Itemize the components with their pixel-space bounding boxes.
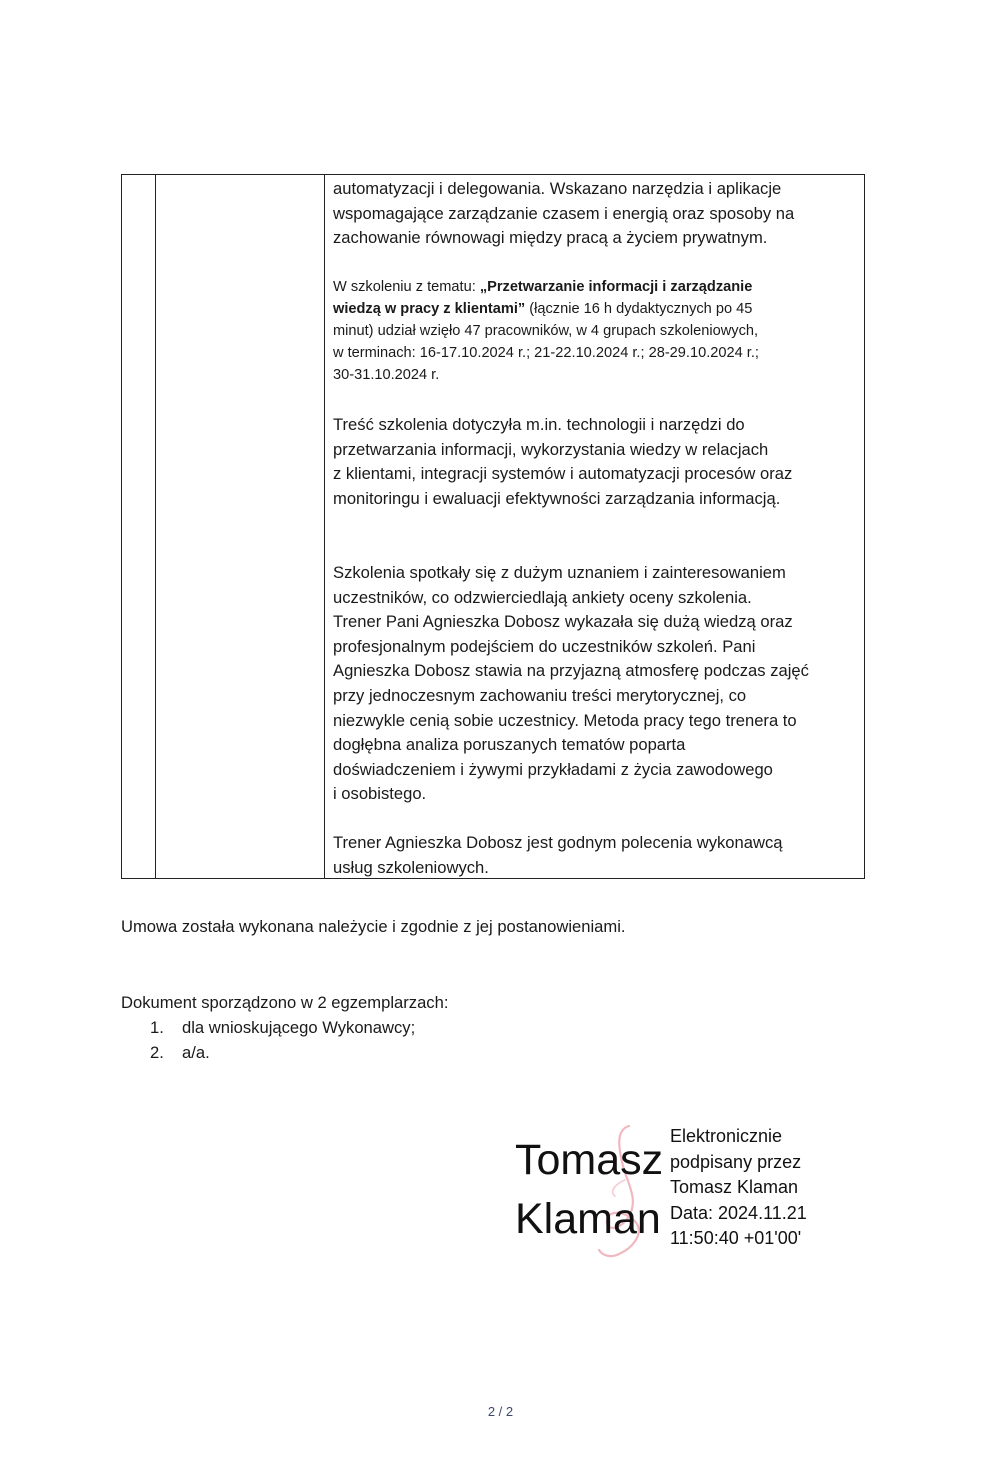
paragraph-training-info: [333, 276, 759, 386]
training-title-part1: „Przetwarzanie informacji i zarządzanie: [479, 279, 753, 295]
list-text: a/a.: [182, 1042, 210, 1062]
text-line: 30-31.10.2024 r.: [333, 367, 440, 383]
text-line: wspomagające zarządzanie czasem i energią oraz sposoby na: [333, 203, 795, 223]
text-line: Trener Pani Agnieszka Dobosz wykazała się dużą wiedzą oraz: [333, 612, 793, 632]
text-line: i osobistego.: [333, 784, 427, 804]
signature-time: 11:50:40 +01'00': [670, 1228, 802, 1248]
signature-detail-line: Elektronicznie: [670, 1126, 783, 1146]
report-table: [121, 174, 865, 879]
signature-date: Data: 2024.11.21: [670, 1202, 807, 1223]
list-number: 2.: [150, 1042, 164, 1062]
list-number: 1.: [150, 1018, 164, 1037]
signature-details: [670, 1124, 807, 1252]
training-hours: (łącznie 16 h dydaktycznych po 45: [525, 301, 753, 317]
text-line: minut) udział wzięło 47 pracowników, w 4 grupach szkoleniowych,: [333, 323, 759, 339]
paragraph-training-content: [333, 413, 792, 511]
text-line: automatyzacji i delegowania. Wskazano narzędzia i aplikacje: [333, 179, 782, 198]
text-line: Trener Agnieszka Dobosz jest godnym polecenia wykonawcą: [333, 833, 783, 852]
table-column-divider: [324, 175, 325, 878]
contract-statement: Umowa została wykonana należycie i zgodnie z jej postanowieniami.: [121, 917, 626, 936]
text-line: Treść szkolenia dotyczyła m.in. technologii i narzędzi do: [333, 415, 745, 434]
text-line: Szkolenia spotkały się z dużym uznaniem i zainteresowaniem: [333, 563, 786, 582]
text-line: przetwarzania informacji, wykorzystania wiedzy w relacjach: [333, 439, 769, 459]
text-line: uczestników, co odzwierciedlają ankiety oceny szkolenia.: [333, 587, 752, 607]
text-line: dogłębna analiza poruszanych tematów poparta: [333, 735, 686, 755]
training-intro: W szkoleniu z tematu:: [333, 279, 480, 295]
text-line: z klientami, integracji systemów i automatyzacji procesów oraz: [333, 464, 793, 484]
text-line: w terminach: 16-17.10.2024 r.; 21-22.10.2024 r.; 28-29.10.2024 r.;: [333, 345, 759, 361]
text-line: przy jednoczesnym zachowaniu treści merytorycznej, co: [333, 685, 747, 705]
text-line: doświadczeniem i żywymi przykładami z życia zawodowego: [333, 759, 773, 779]
list-item: [150, 1016, 415, 1041]
page-number: 2 / 2: [487, 1404, 514, 1419]
text-line: Agnieszka Dobosz stawia na przyjazną atmosferę podczas zajęć: [333, 661, 809, 681]
copies-list: [150, 1016, 415, 1065]
text-line: niezwykle cenią sobie uczestnicy. Metoda pracy tego trenera to: [333, 710, 797, 730]
signature-detail-line: Tomasz Klaman: [670, 1177, 799, 1197]
text-line: [333, 276, 759, 298]
text-line: zachowanie równowagi między pracą a życiem prywatnym.: [333, 228, 768, 248]
training-title-part2: wiedzą w pracy z klientami”: [333, 301, 526, 317]
text-line: [333, 298, 759, 320]
paragraph-recommendation: [333, 831, 783, 880]
text-line: profesjonalnym podejściem do uczestników szkoleń. Pani: [333, 636, 756, 656]
signer-last-name: Klaman: [515, 1195, 661, 1243]
signature-detail-line: podpisany przez: [670, 1151, 802, 1172]
copies-intro: Dokument sporządzono w 2 egzemplarzach:: [121, 993, 449, 1012]
table-column-divider: [155, 175, 156, 878]
paragraph-time-management: [333, 177, 794, 251]
list-text: dla wnioskującego Wykonawcy;: [182, 1018, 416, 1037]
paragraph-evaluation: [333, 561, 809, 807]
electronic-signature: [515, 1120, 855, 1270]
text-line: monitoringu i ewaluacji efektywności zarządzania informacją.: [333, 488, 781, 508]
list-item: [150, 1041, 415, 1066]
text-line: usług szkoleniowych.: [333, 857, 489, 877]
signer-first-name: Tomasz: [515, 1136, 664, 1184]
